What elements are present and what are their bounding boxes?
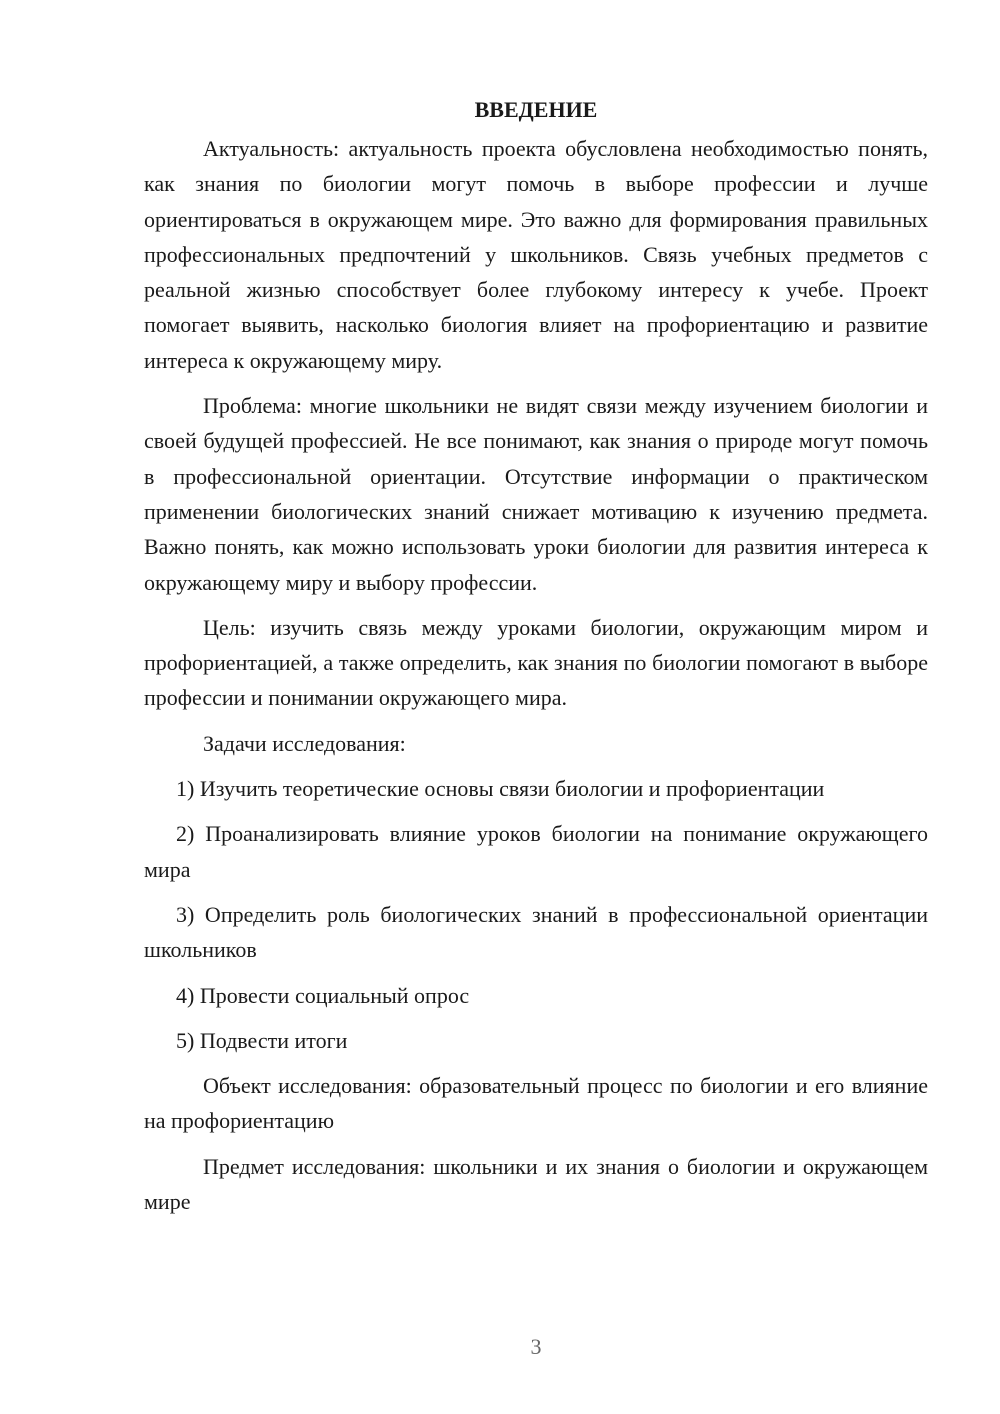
problem-paragraph: Проблема: многие школьники не видят связи между изучением биологии и своей будущей профессией. Не все понимают, как знания о природе могут помочь в профессиональной ориентации. Отсутствие информации о практическом применении биологических знаний снижает мотивацию к изучению предмета. Важно понять, как можно использовать уроки биологии для развития интереса к окружающему миру и выбору профессии. [144,393,928,595]
object-paragraph: Объект исследования: образовательный процесс по биологии и его влияние на профориентацию [144,1073,928,1134]
task-item-2: 2) Проанализировать влияние уроков биологии на понимание окружающего мира [144,821,928,882]
relevance-paragraph: Актуальность: актуальность проекта обусловлена необходимостью понять, как знания по биологии могут помочь в выборе профессии и лучше ориентироваться в окружающем мире. Это важно для формирования правильных профессиональных предпочтений у школьников. Связь учебных предметов с реальной жизнью способствует более глубокому интересу к учебе. Проект помогает выявить, насколько биология влияет на профориентацию и развитие интереса к окружающему миру. [144,136,928,373]
task-item-5: 5) Подвести итоги [176,1027,348,1053]
tasks-heading: Задачи исследования: [203,730,406,756]
subject-paragraph: Предмет исследования: школьники и их знания о биологии и окружающем мире [144,1153,928,1215]
task-item-3: 3) Определить роль биологических знаний в профессиональной ориентации школьников [144,901,928,963]
task-item-4: 4) Провести социальный опрос [176,982,470,1008]
task-item-1: 1) Изучить теоретические основы связи биологии и профориентации [176,776,825,802]
document-page [144,92,928,1229]
goal-paragraph: Цель: изучить связь между уроками биологии, окружающим миром и профориентацией, а также определить, как знания по биологии помогают в выборе профессии и понимании окружающего мира. [144,614,928,711]
section-title: ВВЕДЕНИЕ [474,97,598,122]
page-number: 3 [530,1334,542,1359]
